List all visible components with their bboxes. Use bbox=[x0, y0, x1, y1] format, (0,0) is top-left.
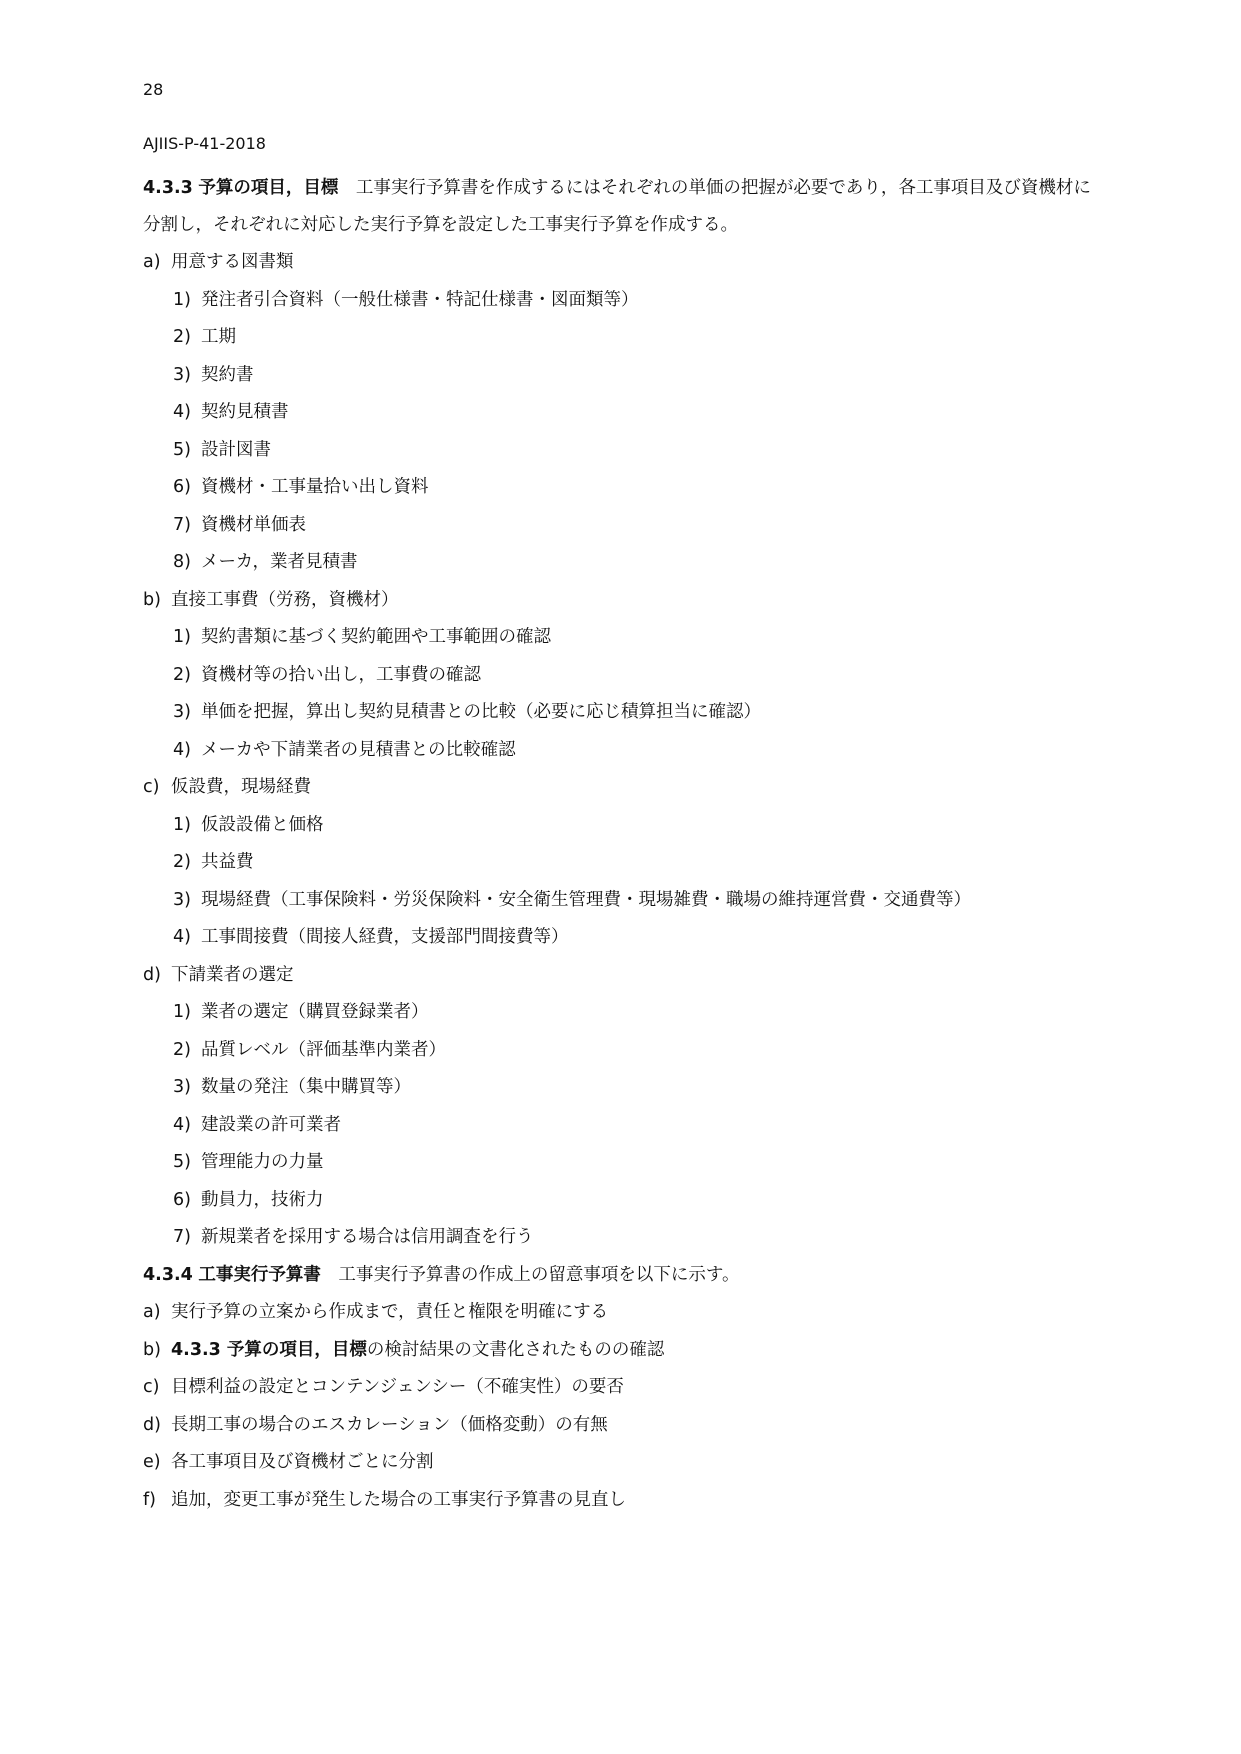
list-marker: b) bbox=[143, 589, 161, 610]
list-marker: 5) bbox=[173, 439, 191, 460]
list-item bbox=[143, 694, 1103, 732]
list-item-text: 管理能力の力量 bbox=[201, 1152, 324, 1172]
list-item-text: 共益費 bbox=[201, 852, 254, 872]
list-marker: 3) bbox=[173, 364, 191, 385]
list-item-text: 契約書 bbox=[201, 364, 254, 385]
list-marker: 3) bbox=[173, 889, 191, 910]
list-item bbox=[143, 1482, 1103, 1520]
list-item-text: 品質レベル（評価基準内業者） bbox=[201, 1039, 446, 1060]
list-item bbox=[143, 1407, 1103, 1445]
bold-reference: 4.3.3 予算の項目，目標 bbox=[171, 1339, 367, 1360]
section-number: 4.3.4 bbox=[143, 1264, 193, 1285]
list-group-title: 直接工事費（労務，資機材） bbox=[171, 589, 399, 610]
list-group-heading bbox=[143, 582, 1103, 620]
list-marker: c) bbox=[143, 1377, 160, 1397]
section-number: 4.3.3 bbox=[143, 178, 193, 198]
list-item bbox=[143, 1107, 1103, 1145]
document-body bbox=[143, 170, 1103, 1519]
list-item-text: 業者の選定（購買登録業者） bbox=[201, 1002, 429, 1022]
list-item-text: 現場経費（工事保険料・労災保険料・安全衛生管理費・現場雑費・職場の維持運営費・交通費等） bbox=[201, 889, 971, 910]
list-item bbox=[143, 1219, 1103, 1257]
list-item bbox=[143, 1294, 1103, 1332]
list-marker: 4) bbox=[173, 927, 191, 947]
list-item-text: 数量の発注（集中購買等） bbox=[201, 1077, 411, 1097]
section-title: 予算の項目，目標 bbox=[198, 178, 339, 198]
list-marker: 1) bbox=[173, 814, 191, 835]
list-item-text: 動員力，技術力 bbox=[201, 1189, 324, 1210]
list-item bbox=[143, 1144, 1103, 1182]
list-item bbox=[143, 882, 1103, 920]
list-item-text: 建設業の許可業者 bbox=[201, 1114, 341, 1135]
page-number: 28 bbox=[143, 80, 164, 99]
list-item-text: 目標利益の設定とコンテンジェンシー（不確実性）の要否 bbox=[171, 1377, 624, 1397]
list-marker: f) bbox=[143, 1489, 156, 1510]
list-item-text: 資機材等の拾い出し，工事費の確認 bbox=[201, 664, 481, 685]
section-text: 工事実行予算書を作成するにはそれぞれの単価の把握が必要であり，各工事項目及び資機材に分割し，それぞれに対応した実行予算を設定した工事実行予算を作成する。 bbox=[143, 178, 1091, 235]
list-item-text: 発注者引合資料（一般仕様書・特記仕様書・図面類等） bbox=[201, 289, 639, 310]
list-item-text: メーカ，業者見積書 bbox=[201, 552, 358, 572]
list-item-text: 契約見積書 bbox=[201, 402, 289, 422]
list-item bbox=[143, 657, 1103, 695]
list-group-heading bbox=[143, 244, 1103, 282]
list-item-text: 単価を把握，算出し契約見積書との比較（必要に応じ積算担当に確認） bbox=[201, 702, 761, 722]
list-item bbox=[143, 1182, 1103, 1220]
list-item-text: 工事間接費（間接人経費，支援部門間接費等） bbox=[201, 927, 569, 947]
list-item bbox=[143, 544, 1103, 582]
list-marker: 7) bbox=[173, 1227, 191, 1247]
list-marker: 1) bbox=[173, 289, 191, 310]
list-marker: 4) bbox=[173, 739, 191, 760]
list-marker: 6) bbox=[173, 477, 191, 497]
list-marker: a) bbox=[143, 252, 161, 272]
list-marker: d) bbox=[143, 1414, 161, 1435]
list-marker: 2) bbox=[173, 852, 191, 872]
list-item-text: メーカや下請業者の見積書との比較確認 bbox=[201, 739, 516, 760]
list-marker: 2) bbox=[173, 664, 191, 685]
section-4-3-4-heading bbox=[143, 1257, 1103, 1295]
list-marker: 6) bbox=[173, 1189, 191, 1210]
list-marker: e) bbox=[143, 1452, 161, 1472]
list-item bbox=[143, 357, 1103, 395]
list-item-text: 契約書類に基づく契約範囲や工事範囲の確認 bbox=[201, 627, 551, 647]
list-item bbox=[143, 844, 1103, 882]
section-text: 工事実行予算書の作成上の留意事項を以下に示す。 bbox=[338, 1264, 740, 1285]
list-item bbox=[143, 807, 1103, 845]
list-marker: 2) bbox=[173, 1039, 191, 1060]
list-marker: 1) bbox=[173, 1002, 191, 1022]
list-item-text: 実行予算の立案から作成まで，責任と権限を明確にする bbox=[171, 1302, 609, 1322]
list-item-text: 工期 bbox=[201, 327, 236, 347]
list-item bbox=[143, 319, 1103, 357]
list-marker: 3) bbox=[173, 1077, 191, 1097]
list-item bbox=[143, 469, 1103, 507]
list-marker: 1) bbox=[173, 627, 191, 647]
section-4-3-4-items bbox=[143, 1294, 1103, 1519]
list-item bbox=[143, 1032, 1103, 1070]
list-marker: b) bbox=[143, 1339, 161, 1360]
list-item bbox=[143, 732, 1103, 770]
list-item bbox=[143, 282, 1103, 320]
list-item bbox=[143, 919, 1103, 957]
list-item bbox=[143, 432, 1103, 470]
list-item bbox=[143, 507, 1103, 545]
list-item-text: 各工事項目及び資機材ごとに分割 bbox=[171, 1452, 434, 1472]
list-marker: 5) bbox=[173, 1152, 191, 1172]
list-marker: 8) bbox=[173, 552, 191, 572]
list-item bbox=[143, 1444, 1103, 1482]
list-marker: a) bbox=[143, 1302, 161, 1322]
list-marker: c) bbox=[143, 777, 160, 797]
list-marker: 2) bbox=[173, 327, 191, 347]
list-group-heading bbox=[143, 957, 1103, 995]
list-group-title: 下請業者の選定 bbox=[171, 964, 294, 985]
list-marker: 3) bbox=[173, 702, 191, 722]
list-item bbox=[143, 994, 1103, 1032]
list-item-text: 新規業者を採用する場合は信用調査を行う bbox=[201, 1227, 534, 1247]
list-group-title: 用意する図書類 bbox=[171, 252, 294, 272]
list-item-text: 資機材・工事量拾い出し資料 bbox=[201, 477, 429, 497]
list-marker: 4) bbox=[173, 1114, 191, 1135]
document-code: AJIIS-P-41-2018 bbox=[143, 134, 266, 153]
list-item-text: 追加，変更工事が発生した場合の工事実行予算書の見直し bbox=[171, 1489, 626, 1510]
list-item bbox=[143, 1332, 1103, 1370]
list-item-text: の検討結果の文書化されたものの確認 bbox=[366, 1339, 665, 1360]
list-item-text: 資機材単価表 bbox=[201, 514, 306, 535]
list-item bbox=[143, 619, 1103, 657]
section-title: 工事実行予算書 bbox=[198, 1264, 321, 1285]
list-marker: d) bbox=[143, 964, 161, 985]
section-4-3-3-paragraph bbox=[143, 170, 1103, 244]
list-marker: 7) bbox=[173, 514, 191, 535]
list-item bbox=[143, 394, 1103, 432]
section-4-3-3-groups bbox=[143, 244, 1103, 1257]
list-item-text: 長期工事の場合のエスカレーション（価格変動）の有無 bbox=[171, 1414, 608, 1435]
list-item bbox=[143, 1069, 1103, 1107]
list-group-heading bbox=[143, 769, 1103, 807]
list-group-title: 仮設費，現場経費 bbox=[171, 777, 311, 797]
list-marker: 4) bbox=[173, 402, 191, 422]
list-item-text: 仮設設備と価格 bbox=[201, 814, 324, 835]
list-item bbox=[143, 1369, 1103, 1407]
list-item-text: 設計図書 bbox=[201, 439, 271, 460]
